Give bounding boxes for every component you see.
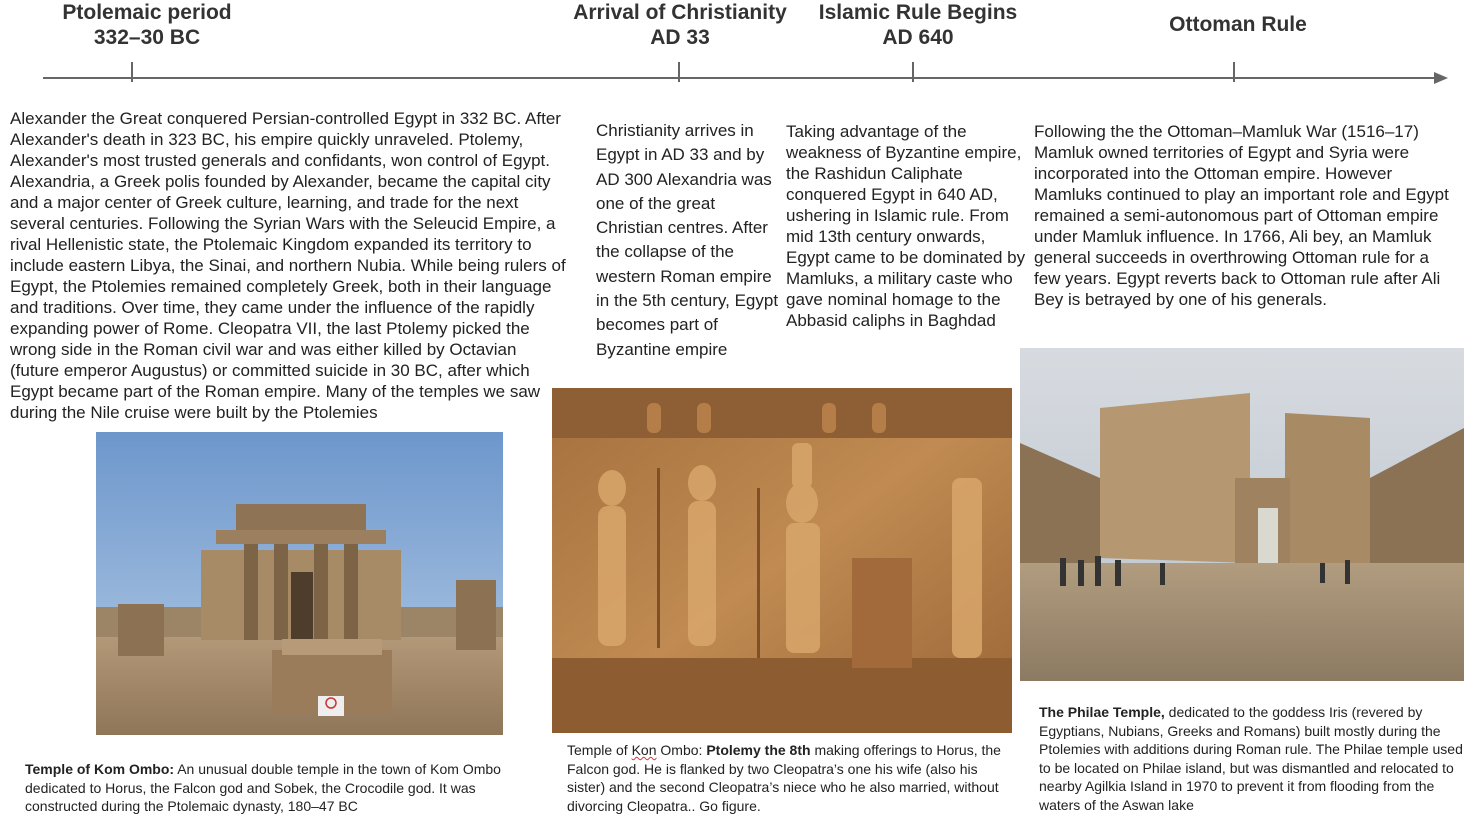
christianity-text: Christianity arrives in Egypt in AD 33 and by AD 300 Alexandria was one of the great Christian centres. After the collapse of the western Roman empire in the 5th century, Egypt becomes part of Byzantine empire [596, 121, 779, 359]
era-islamic-title: Islamic Rule Begins [818, 1, 1018, 24]
relief-caption-misspelled: Kon [631, 742, 657, 758]
timeline-arrow-icon [1434, 72, 1448, 84]
timeline-tick-christianity [678, 62, 680, 82]
relief-caption-title: Ptolemy the 8th [706, 742, 811, 758]
era-christianity [562, 0, 798, 50]
relief-caption-middle: Ombo: [656, 742, 707, 758]
era-christianity-title: Arrival of Christianity [573, 1, 787, 24]
relief-caption-text: making offerings to Horus, the Falcon god. He is flanked by two Cleopatra’s one his wife (also his sister) and the second Cleopatra’s niece who he also married, without divorcing Cleopatra.. Go figure. [567, 742, 1001, 814]
era-ptolemaic-date: 332–30 BC [93, 26, 201, 49]
ptolemaic-text: Alexander the Great conquered Persian-controlled Egypt in 332 BC. After Alexander's death in 323 BC, his empire quickly unraveled. Ptolemy, Alexander's most trusted generals and confidants, won control of Egypt. Alexandria, a Greek polis founded by Alexander, became the capital city and a major center of Greek culture, learning, and trade for the next several centuries. Following the Syrian Wars with the Seleucid Empire, a rival Hellenistic state, the Ptolemaic Kingdom expanded its territory to include eastern Libya, the Sinai, and northern Nubia. While being rulers of Egypt, the Ptolemies remained completely Greek, both in their language and traditions. Over time, they came under the influence of the rapidly expanding power of Rome. Cleopatra VII, the last Ptolemy picked the wrong side in the Roman civil war and was either killed by Octavian (future emperor Augustus) or committed suicide in 30 BC, after which Egypt became part of the Roman empire. Many of the temples we saw during the Nile cruise were built by the Ptolemies [10, 109, 566, 422]
era-islamic-date: AD 640 [882, 26, 954, 49]
relief-caption-prefix: Temple of [567, 742, 632, 758]
philae-caption-text: dedicated to the goddess Iris (revered by Egyptians, Nubians, Greeks and Romans) built mostly during the Ptolemies with additions during Roman rule. The Philae temple used to be located on Philae island, but was dismantled and relocated to nearby Agilkia Island in 1970 to prevent it from flooding from the waters of the Aswan lake [1039, 704, 1463, 813]
era-ptolemaic-title: Ptolemaic period [62, 1, 232, 24]
philae-photo [1020, 348, 1464, 681]
timeline-tick-islamic [912, 62, 914, 82]
era-ottoman-title: Ottoman Rule [1169, 13, 1307, 36]
relief-caption [567, 741, 1007, 815]
era-islamic [808, 0, 1028, 50]
era-christianity-date: AD 33 [650, 26, 710, 49]
timeline-axis [43, 77, 1438, 79]
kom-ombo-caption [25, 760, 515, 816]
timeline-tick-ptolemaic [131, 62, 133, 82]
ottoman-text: Following the the Ottoman–Mamluk War (1516–17) Mamluk owned territories of Egypt and Syria were incorporated into the Ottoman empire. However Mamluks continued to play an important role and Egypt remained a semi-autonomous part of Ottoman empire under Mamluk influence. In 1766, Ali bey, an Mamluk general succeeds in overthrowing Ottoman rule for a few years. Egypt reverts back to Ottoman rule after Ali Bey is betrayed by one of his generals. [1034, 122, 1449, 309]
timeline-tick-ottoman [1233, 62, 1235, 82]
philae-caption [1039, 703, 1465, 814]
relief-photo [552, 388, 1012, 733]
era-ptolemaic [40, 0, 254, 50]
islamic-text: Taking advantage of the weakness of Byzantine empire, the Rashidun Caliphate conquered Egypt in 640 AD, ushering in Islamic rule. From mid 13th century onwards, Egypt came to be dominated by Mamluks, a military caste who gave nominal homage to the Abbasid caliphs in Baghdad [786, 122, 1026, 330]
kom-ombo-caption-text: An unusual double temple in the town of Kom Ombo dedicated to Horus, the Falcon god and Sobek, the Crocodile god. It was constructed during the Ptolemaic dynasty, 180–47 BC [25, 761, 501, 814]
kom-ombo-caption-title: Temple of Kom Ombo: [25, 761, 175, 777]
philae-caption-title: The Philae Temple, [1039, 704, 1165, 720]
kom-ombo-photo [96, 432, 503, 735]
era-ottoman [1138, 12, 1338, 37]
